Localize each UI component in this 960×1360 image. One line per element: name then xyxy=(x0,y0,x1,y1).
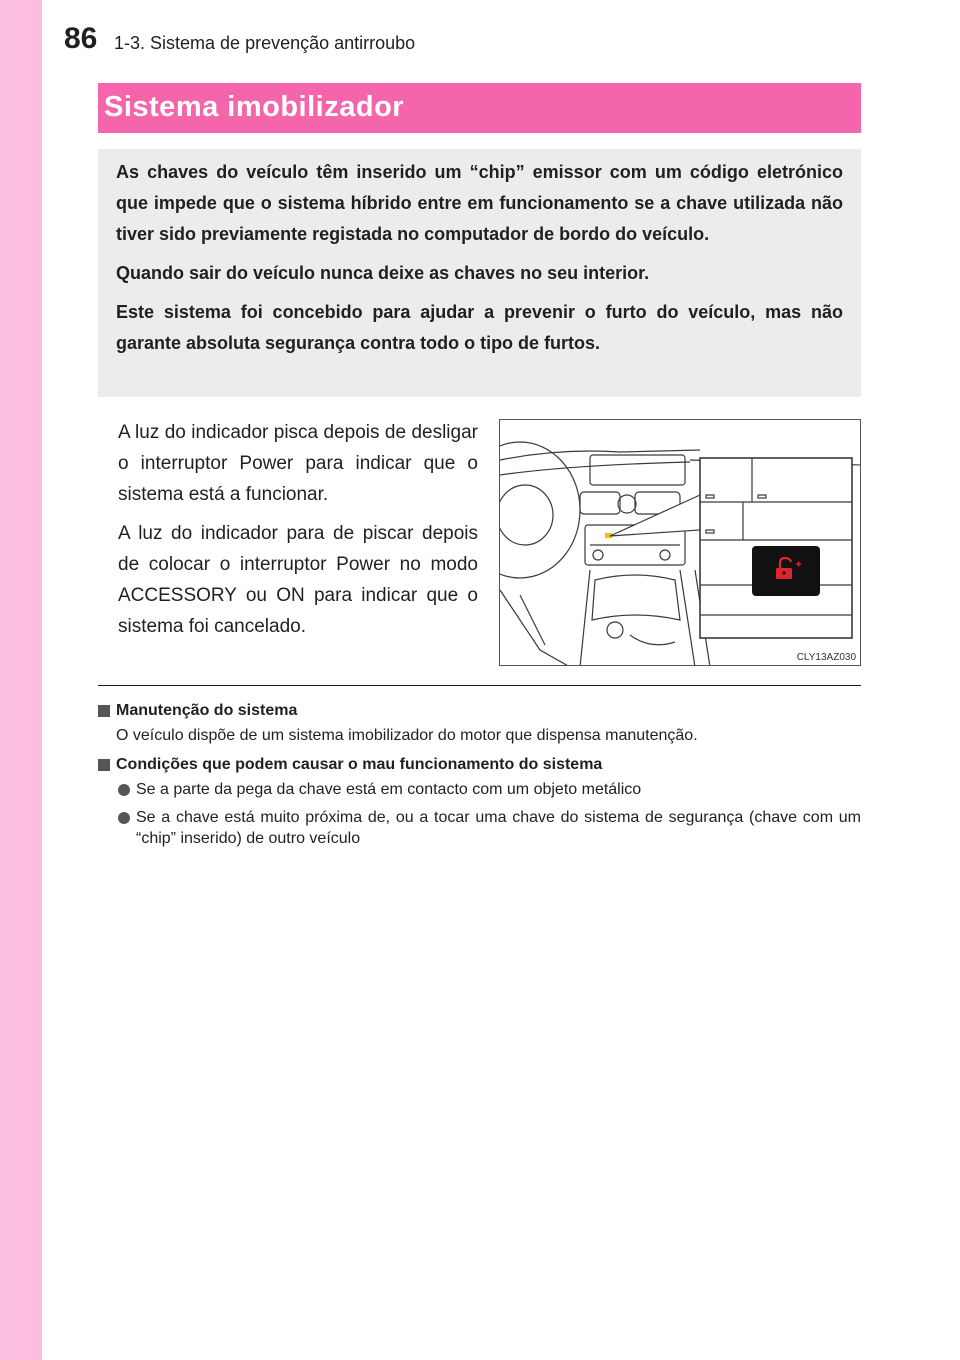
note-heading xyxy=(98,700,861,721)
square-bullet-icon xyxy=(98,705,110,717)
note-bullet xyxy=(98,807,861,849)
note-bullet-text: Se a chave está muito próxima de, ou a tocar uma chave do sistema de segurança (chave com um “chip” inserido) de outro veículo xyxy=(136,809,861,847)
note-heading-text: Condições que podem causar o mau funcionamento do sistema xyxy=(116,756,603,773)
note-bullet-text: Se a parte da pega da chave está em contacto com um objeto metálico xyxy=(136,781,642,798)
side-color-strip xyxy=(0,0,42,1360)
page-number: 86 xyxy=(64,22,98,55)
note-bullet xyxy=(98,779,861,800)
indicator-paragraph: A luz do indicador para de piscar depois de colocar o interruptor Power no modo ACCESSORY ou ON para indicar que o sistema foi cancelado. xyxy=(118,523,478,637)
figure-code: CLY13AZ030 xyxy=(796,652,856,663)
indicator-description xyxy=(118,417,478,650)
note-body: O veículo dispõe de um sistema imobilizador do motor que dispensa manutenção. xyxy=(116,727,698,744)
note-heading xyxy=(98,754,861,775)
square-bullet-icon xyxy=(98,759,110,771)
intro-paragraph: As chaves do veículo têm inserido um “chip” emissor com um código eletrónico que impede que o sistema híbrido entre em funcionamento se a chave utilizada não tiver sido previamente registada no computador de bordo do veículo. xyxy=(116,162,843,244)
running-head: 1-3. Sistema de prevenção antirroubo xyxy=(114,33,416,53)
intro-paragraph: Quando sair do veículo nunca deixe as chaves no seu interior. xyxy=(116,263,650,283)
dashboard-illustration xyxy=(499,419,861,666)
notes-section xyxy=(98,700,861,856)
intro-box xyxy=(98,149,861,397)
section-divider xyxy=(98,685,861,686)
intro-paragraph: Este sistema foi concebido para ajudar a prevenir o furto do veículo, mas não garante absoluta segurança contra todo o tipo de furtos. xyxy=(116,302,843,353)
note-heading-text: Manutenção do sistema xyxy=(116,702,298,719)
dashboard-drawing xyxy=(500,420,861,666)
round-bullet-icon xyxy=(118,812,130,824)
section-title: Sistema imobilizador xyxy=(98,83,861,133)
indicator-paragraph: A luz do indicador pisca depois de desligar o interruptor Power para indicar que o sistema está a funcionar. xyxy=(118,422,478,505)
round-bullet-icon xyxy=(118,784,130,796)
